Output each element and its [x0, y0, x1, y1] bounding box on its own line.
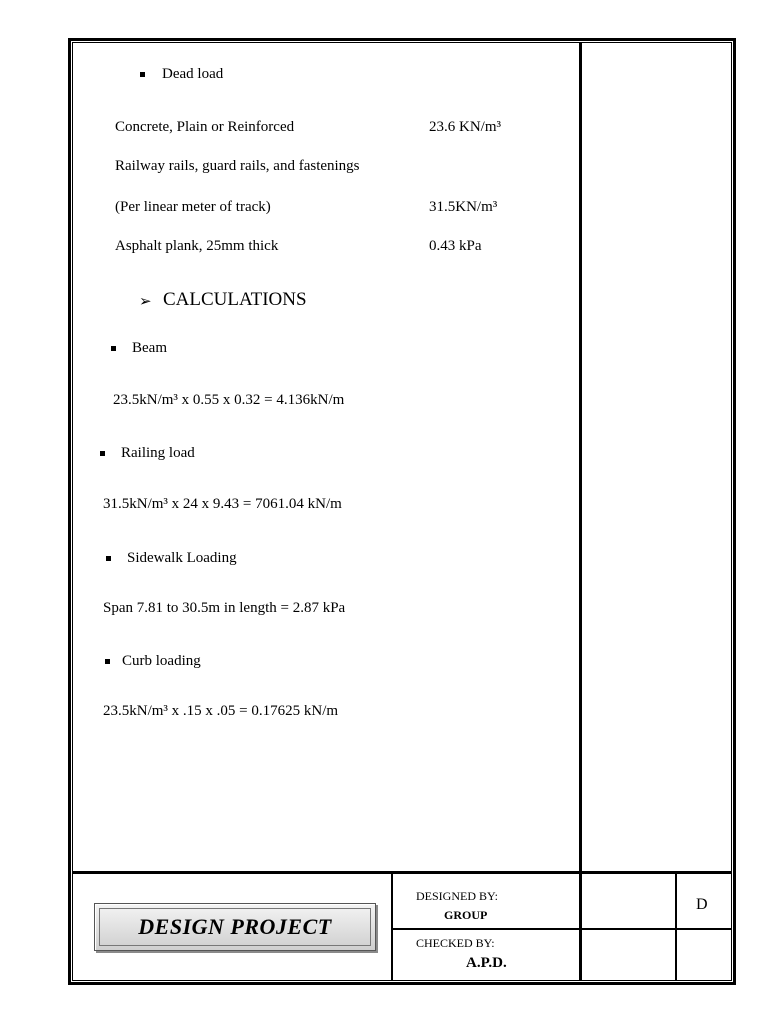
project-title: DESIGN PROJECT: [138, 914, 332, 939]
beam-formula: 23.5kN/m³ x 0.55 x 0.32 = 4.136kN/m: [113, 392, 345, 408]
dead-load-row-value: 0.43 kPa: [429, 238, 482, 254]
bullet-icon: [111, 346, 116, 351]
dead-load-row-label: Concrete, Plain or Reinforced: [115, 119, 295, 135]
dead-load-row-label: Railway rails, guard rails, and fastenings: [115, 158, 360, 174]
railing-load-heading: Railing load: [121, 445, 195, 461]
project-title-box-inner: [99, 908, 371, 946]
bullet-icon: [105, 659, 110, 664]
bullet-icon: [140, 72, 145, 77]
arrow-bullet-icon: ➢: [139, 292, 152, 310]
title-block-divider-2: [675, 871, 677, 981]
checked-by-label: CHECKED BY:: [416, 936, 495, 950]
title-block-mid-line: [391, 928, 732, 930]
project-title-box: [94, 903, 376, 951]
sidewalk-loading-formula: Span 7.81 to 30.5m in length = 2.87 kPa: [103, 600, 346, 616]
dead-load-row-label: (Per linear meter of track): [115, 199, 271, 215]
dead-load-row-value: 31.5KN/m³: [429, 199, 498, 215]
calculations-heading: CALCULATIONS: [163, 289, 307, 310]
title-block-divider-1: [391, 871, 393, 981]
beam-heading: Beam: [132, 340, 167, 356]
title-block-top-line: [72, 871, 732, 874]
right-column-divider: [579, 42, 582, 981]
bullet-icon: [100, 451, 105, 456]
dead-load-heading: Dead load: [162, 66, 224, 82]
bullet-icon: [106, 556, 111, 561]
curb-loading-heading: Curb loading: [122, 653, 201, 669]
sidewalk-loading-heading: Sidewalk Loading: [127, 550, 237, 566]
railing-load-formula: 31.5kN/m³ x 24 x 9.43 = 7061.04 kN/m: [103, 496, 342, 512]
sheet-letter: D: [696, 896, 708, 913]
curb-loading-formula: 23.5kN/m³ x .15 x .05 = 0.17625 kN/m: [103, 703, 339, 719]
dead-load-row-value: 23.6 KN/m³: [429, 119, 501, 135]
designed-by-value: GROUP: [444, 908, 488, 922]
designed-by-label: DESIGNED BY:: [416, 889, 498, 903]
dead-load-row-label: Asphalt plank, 25mm thick: [115, 238, 279, 254]
checked-by-value: A.P.D.: [466, 955, 507, 971]
